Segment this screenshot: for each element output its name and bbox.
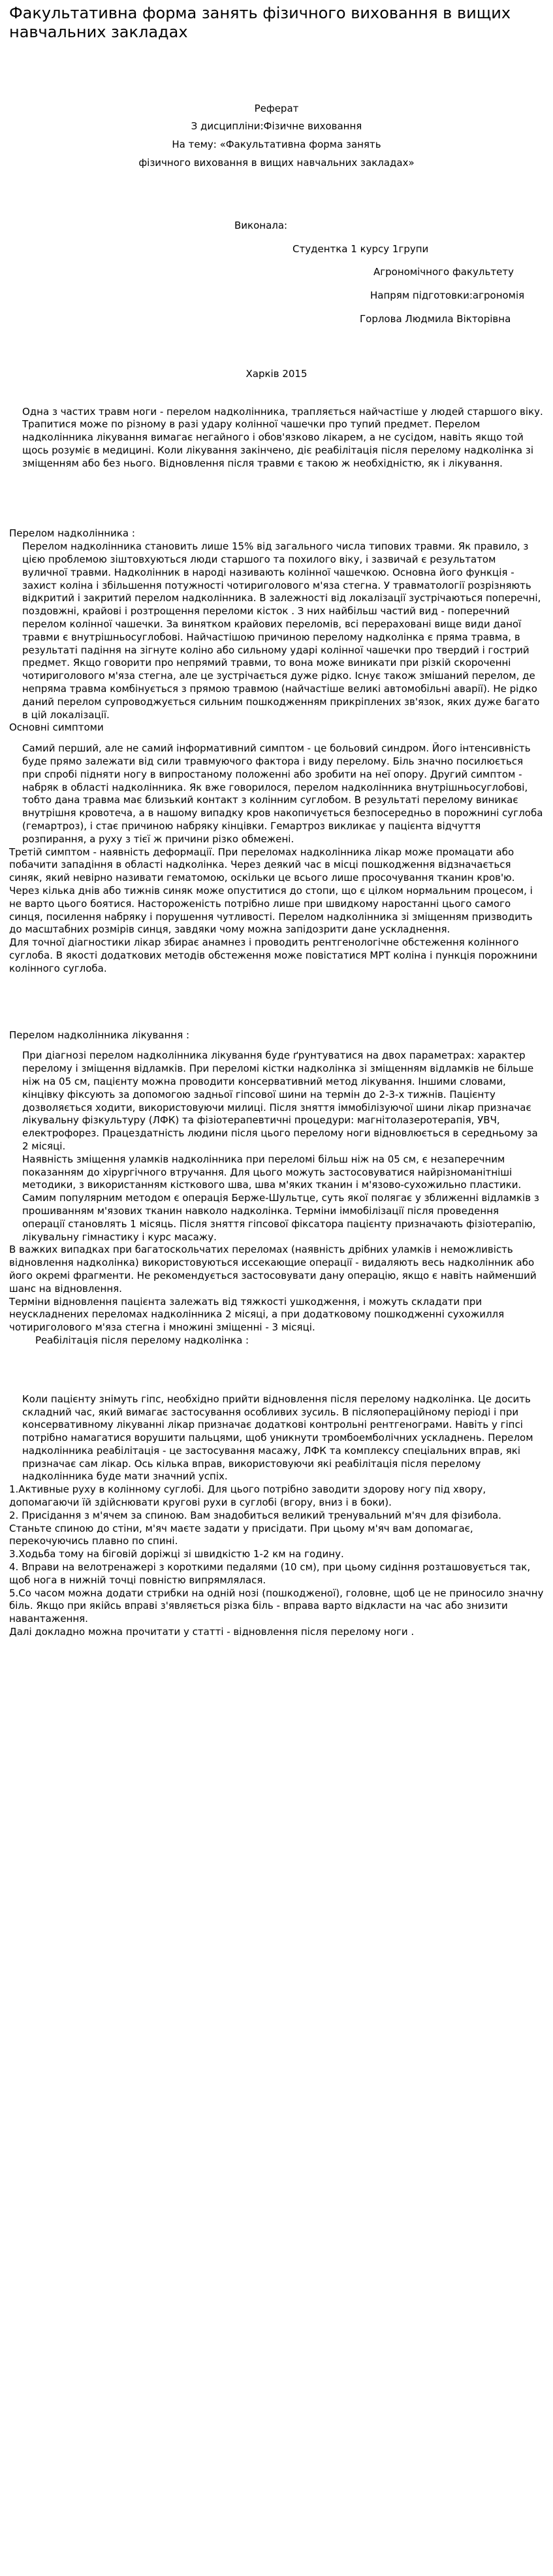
document-title: Факультативна форма занять фізичного виховання в вищих навчальних закладах xyxy=(9,4,511,42)
cover-type: Реферат xyxy=(254,102,299,114)
cover-student: Студентка 1 курсу 1групи xyxy=(292,242,429,255)
treatment-paragraph-4: Терміни відновлення пацієнта залежать від тяжкості ушкодження, і можуть складати при неускладнених переломах надколінника 2 місяці, а при додатковому пошкодженні сухожилля чотириголового м'яза стегна і множині зміщенні - 3 місяці. xyxy=(9,1295,505,1334)
treatment-paragraph-2: Наявність зміщення уламків надколінника при переломі більш ніж на 05 см, є незаперечним показанням до хірургічного втручання. Для цього можуть застосовуватися найрізноманітніші методики, з використанням кісткового шва, шва м'яких тканин і м'язово-сухожильно пластики. Самим популярним методом є операція Берже-Шультце, суть якої полягає у зближенні відламків з прошиванням м'язових тканин навколо надколінка. Терміни іммобілізації після проведення операції становлять 1 місяць. Після зняття гіпсової фіксатора пацієнту призначають фізіотерапію, лікувальну гімнастику і курс масажу. xyxy=(22,1153,539,1243)
cover-topic-line-2: фізичного виховання в вищих навчальних закладах» xyxy=(138,156,415,169)
exercise-4: 4. Вправи на велотренажері з короткими педалями (10 см), при цьому сидіння розташовується так, щоб нога в нижній точці повністю випрямлялася. xyxy=(9,1561,531,1586)
cover-faculty: Агрономічного факультету xyxy=(373,266,514,278)
treatment-paragraph-3: В важких випадках при багатоскольчатих переломах (наявність дрібних уламків і неможливість відновлення надколінка) використовуються иссекающие операції - видаляють весь надколінник або його окремі фрагменти. Не рекомендується застосовувати дану операцію, якщо є навіть найменший шанс на відновлення. xyxy=(9,1244,537,1295)
section-heading-fracture: Перелом надколінника : xyxy=(9,527,135,540)
section-heading-rehab: Реабілітація після перелому надколінка : xyxy=(35,1334,249,1346)
cover-direction: Напрям підготовки:агрономія xyxy=(370,289,525,302)
cover-city-year: Харків 2015 xyxy=(245,367,308,380)
exercise-2: 2. Присідання з м'ячем за спиною. Вам знадобиться великий тренувальний м'яч для фізибола. Станьте спиною до стіни, м'яч маєте задати у присідати. При цьому м'яч вам допомагає, перекочуючись плавно по спині. xyxy=(9,1509,501,1547)
closing-line: Далі докладно можна прочитати у статті - відновлення після перелому ноги . xyxy=(9,1626,415,1638)
cover-student-name: Горлова Людмила Вікторівна xyxy=(360,312,511,325)
symptoms-paragraph-2: Третій симптом - наявність деформації. При переломах надколінника лікар може промацати або побачити западіння в області надколінка. Через деякий час в місці пошкодження відзначається синяк, який невірно називати гематомою, оскільки це всього лише просочування тканин кров'ю. Через кілька днів або тижнів синяк може опуститися до стопи, що є цілком нормальним процесом, і не варто цього боятися. Настороженість потрібно лише при швидкому наростанні цього самого синця, посилення набряку і порушення чутливості. Перелом надколінника зі зміщенням призводить до масштабних розмірів синця, завдяки чому можна запідозрити дане ускладнення. xyxy=(9,846,533,936)
cover-discipline: З дисципліни:Фізичне виховання xyxy=(191,120,362,133)
treatment-paragraph-1: При діагнозі перелом надколінника лікування буде ґрунтуватися на двох параметрах: характер перелому і зміщення відламків. При переломі кістки надколінка зі зміщенням відламків не більше ніж на 05 см, пацієнту можна проводити консервативний метод лікування. Іншими словами, кінцівку фіксують за допомогою задньої гіпсової шини на термін до 2-3-х тижнів. Пацієнту дозволяється ходити, використовуючи милиці. Після зняття іммобілізуючої шини лікар призначає лікувальну фізкультуру (ЛФК) та фізіотерапевтичні процедури: магнітолазеротерапія, УВЧ, електрофорез. Працездатність людини після цього перелому ноги відновлюється в середньому за 2 місяці. xyxy=(22,1049,538,1152)
section-heading-treatment: Перелом надколінника лікування : xyxy=(9,1029,190,1041)
section-heading-symptoms: Основні симптоми xyxy=(9,721,104,734)
exercise-3: 3.Ходьба тому на біговій доріжці зі швидкістю 1-2 км на годину. xyxy=(9,1548,344,1560)
symptoms-paragraph-1: Самий перший, але не самий інформативний симптом - це больовий синдром. Його інтенсивність буде прямо залежати від сили травмуючого фактора і виду перелому. Біль значно посилюється при спробі підняти ногу в випростаному положенні або зробити на неї опору. Другий симптом - набряк в області надколінника. Як вже говорилося, перелом надколінника внутрішньосуглобові, тобто дана травма має близький контакт з колінним суглобом. В результаті перелому виникає внутрішня кровотеча, а в нашому випадку кров накопичується безпосередньо в порожнині суглоба (гемартроз), і стає причиною набряку кінцівки. Гемартроз викликає у пацієнта відчуття розпирання, а руху з тієї ж причини різко обмежені. xyxy=(22,742,543,845)
fracture-paragraph: Перелом надколінника становить лише 15% від загального числа типових травми. Як правило, з цією проблемою зіштовхуються люди старшого та похилого віку, і зазвичай є результатом вуличної травми. Надколінник в народі називають колінної чашечкою. Основна його функція - захист коліна і збільшення потужності чотириголового м'яза стегна. У травматології розрізняють відкритий і закритий перелом надколінника. В залежності від локалізації зустрічаються поперечні, поздовжні, крайові і розтрощення переломи кісток . З них найбільш частий вид - поперечний перелом колінної чашечки. За винятком крайових переломів, всі перераховані вище види даної травми є внутрішньосуглобові. Найчастішою причиною перелому надколінка є пряма травма, в результаті падіння на зігнуте коліно або сильному ударі колінної чашечки про твердий і гострий предмет. Якщо говорити про непрямий травми, то вона може виникати при різкій скороченні чотириголового м'яза стегна, але це зустрічається дуже рідко. Існує також змішаний перелом, де непряма травма комбінується з прямою травмою (найчастіше великі автомобільні аварії). Не рідко даний перелом супроводжується сильним пошкодженням прикріплених зв'язок, яких дуже багато в цій локалізації. xyxy=(22,540,541,721)
exercise-1: 1.Активные руху в колінному суглобі. Для цього потрібно заводити здорову ногу під хвору, допомагаючи їй здійснювати кругові рухи в суглобі (вгору, вниз і в боки). xyxy=(9,1483,486,1509)
cover-done-by: Виконала: xyxy=(234,219,288,231)
cover-topic-line-1: На тему: «Факультативна форма занять xyxy=(172,139,381,151)
intro-paragraph: Одна з частих травм ноги - перелом надколінника, трапляється найчастіше у людей старшого віку. Трапитися може по різному в разі удару колінної чашечки про тупий предмет. Перелом надколінника лікування вимагає негайного і обов'язково лікарем, а не сусідом, навіть якщо той щось розуміє в медицині. Коли лікування закінчено, діє реабілітація після перелому надколінка зі зміщенням або без нього. Відновлення після травми є такою ж необхідністю, як і лікування. xyxy=(22,405,543,469)
rehab-paragraph: Коли пацієнту знімуть гіпс, необхідно прийти відновлення після перелому надколінка. Це досить складний час, який вимагає застосування особливих зусиль. В післяопераційному періоді і при консервативному лікуванні лікар призначає додаткові контрольні рентгенограми. Навіть у гіпсі потрібно намагатися ворушити пальцями, щоб уникнути тромбоемболічних ускладнень. Перелом надколінника реабілітація - це застосування масажу, ЛФК та комплексу спеціальних вправ, які призначає сам лікар. Ось кілька вправ, використовуючи які реабілітація після перелому надколінника буде мати значний успіх. xyxy=(22,1393,533,1483)
symptoms-paragraph-3: Для точної діагностики лікар збирає анамнез і проводить рентгенологічне обстеження колінного суглоба. В якості додаткових методів обстеження може повістатися МРТ коліна і пункція порожнини колінного суглоба. xyxy=(9,936,538,974)
exercise-5: 5.Со часом можна додати стрибки на одній нозі (пошкодженої), головне, щоб це не приносило значну біль. Якщо при якійсь вправі з'являється різка біль - вправа варто відкласти на час або знизити навантаження. xyxy=(9,1587,544,1625)
